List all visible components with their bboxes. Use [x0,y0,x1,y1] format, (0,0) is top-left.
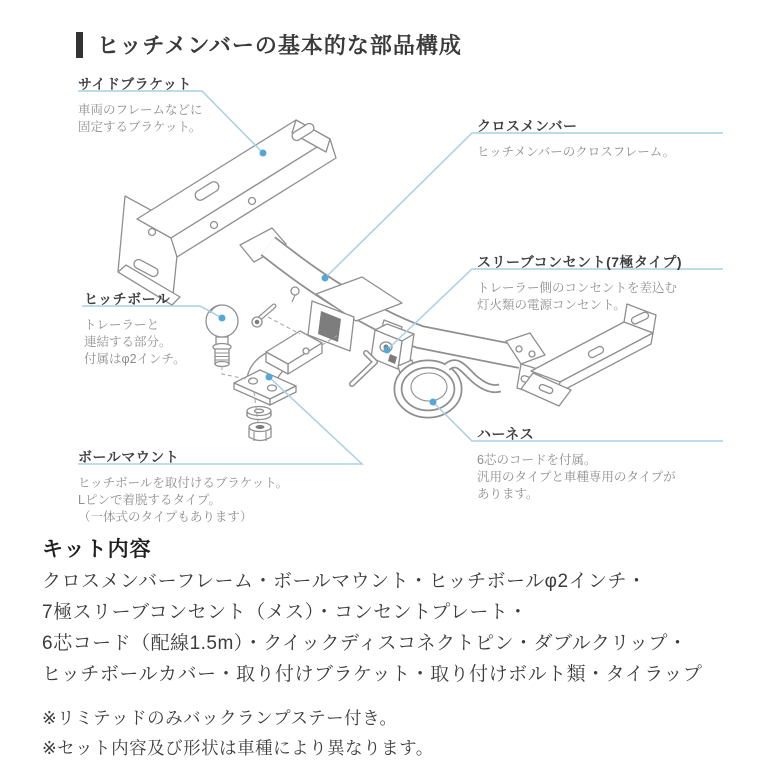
label-ball-mount-desc: Lピンで着脱するタイプ。 [78,493,221,507]
footnote: ※セット内容及び形状は車種により異なります。 [42,738,434,758]
label-ball-mount-name: ボールマウント [78,449,180,465]
page-title: ヒッチメンバーの基本的な部品構成 [97,33,462,58]
label-hitch-ball-desc: トレーラーと [84,318,160,332]
harness-drawing [398,364,500,414]
label-ball-mount-desc: ヒッチボールを取付けるブラケット。 [78,476,289,490]
label-hitch-ball-name: ヒッチボール [84,291,171,307]
ball-mount-drawing [234,331,322,405]
label-ball-mount [78,447,288,526]
kit-contents-body [42,566,702,690]
label-side-bracket-desc: 固定するブラケット。 [78,120,202,134]
label-sleeve-outlet [477,252,682,314]
footnotes [42,703,434,763]
label-sleeve-outlet-desc: トレーラー側のコンセントを差込む [477,281,678,295]
kit-contents-heading: キット内容 [42,538,152,561]
label-side-bracket [78,74,203,136]
label-harness [477,424,676,503]
kit-line: 7極スリーブコンセント（メス）・コンセントプレート・ [42,602,528,623]
label-harness-desc: 6芯のコードを付属。 [477,453,597,467]
label-hitch-ball-desc: 付属はφ2インチ。 [84,352,186,366]
label-side-bracket-name: サイドブラケット [78,76,192,92]
label-ball-mount-desc: （一体式のタイプもあります） [78,510,253,524]
label-hitch-ball-desc: 連結する部分。 [84,335,172,349]
label-sleeve-outlet-name: スリーブコンセント(7極タイプ) [477,254,683,270]
label-harness-name: ハーネス [477,426,535,442]
right-side-bracket-drawing [506,304,656,406]
label-side-bracket-desc: 車両のフレームなどに [78,103,203,117]
footnote: ※リミテッドのみバックランプステー付き。 [42,708,398,728]
quick-disconnect-pin-drawing [252,306,274,327]
hitch-ball-drawing [206,305,238,367]
kit-line: ヒッチボールカバー・取り付けブラケット・取り付けボルト類・タイラップ [42,664,703,685]
kit-line: 6芯コード（配線1.5m）・クイックディスコネクトピン・ダブルクリップ・ [42,633,688,654]
l-pin-drawing [352,353,375,384]
label-harness-desc: 汎用のタイプと車種専用のタイプが [477,470,676,484]
label-cross-member [477,116,675,161]
label-cross-member-desc: ヒッチメンバーのクロスフレーム。 [477,145,676,159]
kit-line: クロスメンバーフレーム・ボールマウント・ヒッチボールφ2インチ・ [42,571,647,592]
label-hitch-ball [84,289,186,368]
label-harness-desc: あります。 [477,487,539,501]
label-cross-member-name: クロスメンバー [477,118,578,134]
label-sleeve-outlet-desc: 灯火類の電源コンセント。 [477,298,626,312]
washer-nut-drawing [247,407,271,442]
